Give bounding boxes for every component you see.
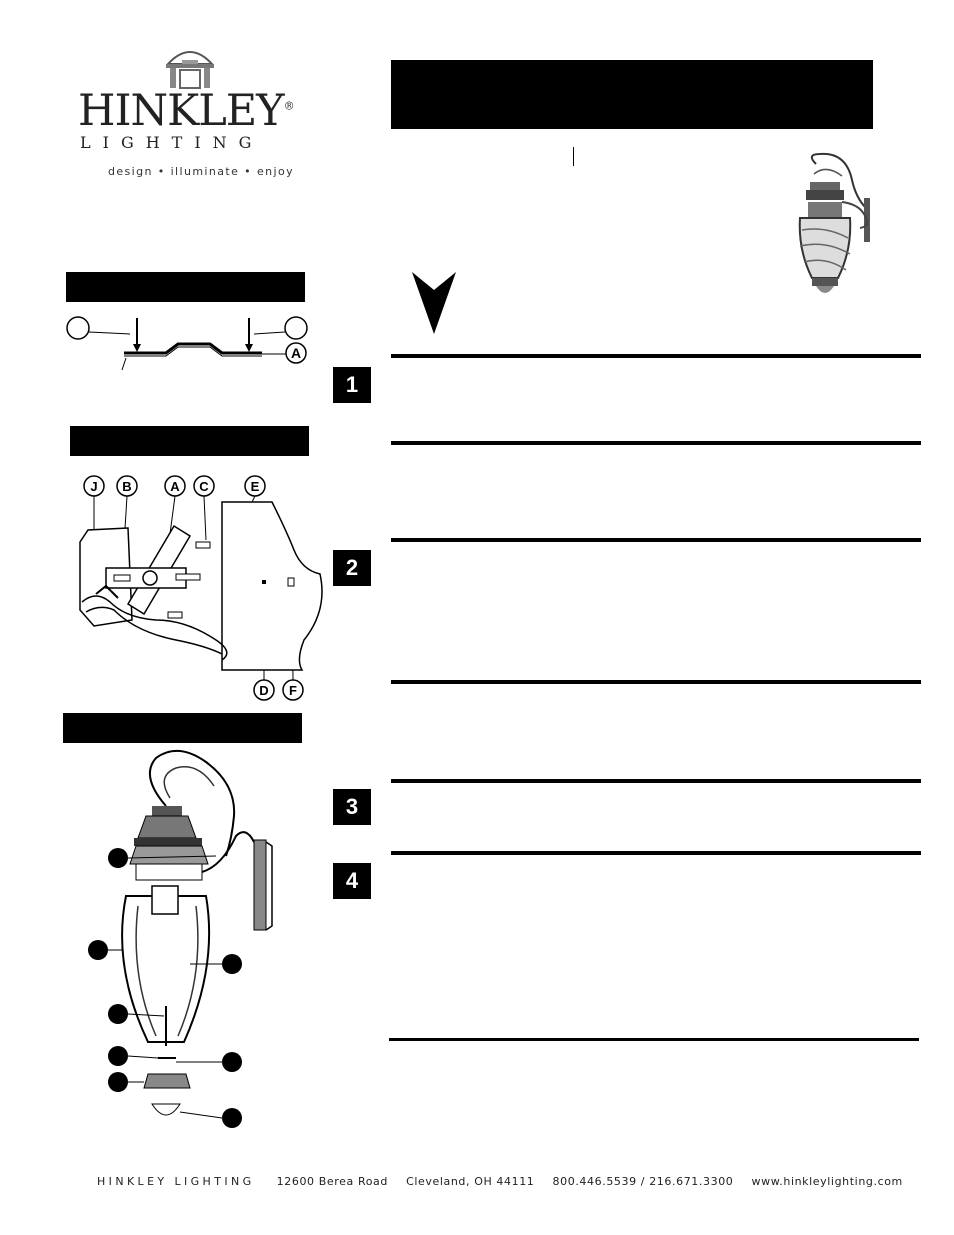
- step-number-4: 4: [333, 863, 371, 899]
- subtitle-divider: [573, 147, 574, 166]
- footer-website-link[interactable]: www.hinkleylighting.com: [751, 1175, 903, 1188]
- rule-step-1: [391, 354, 921, 358]
- down-arrow-icon: [412, 272, 456, 334]
- wiring-label-c: C: [199, 479, 209, 494]
- section-bar-parts: [63, 713, 302, 743]
- footer-city: Cleveland, OH 44111: [406, 1175, 535, 1188]
- step-number-3: 3: [333, 789, 371, 825]
- parts-diagram: [86, 746, 286, 1136]
- wiring-diagram: [66, 470, 340, 702]
- brand-subname: LIGHTING: [80, 133, 264, 152]
- mount-label-a: A: [290, 345, 302, 361]
- rule-a: [391, 441, 921, 445]
- rule-step-3: [391, 779, 921, 783]
- wiring-label-j: J: [90, 479, 98, 494]
- wiring-label-d: D: [259, 683, 269, 698]
- footer-phone: 800.446.5539 / 216.671.3300: [552, 1175, 734, 1188]
- product-thumbnail: [786, 150, 882, 310]
- section-bar-mounting: [66, 272, 305, 302]
- rule-step-4: [391, 851, 921, 855]
- footer-address: 12600 Berea Road: [276, 1175, 388, 1188]
- title-bar: [391, 60, 873, 129]
- footer-company: HINKLEY LIGHTING: [97, 1175, 255, 1188]
- wiring-label-a: A: [170, 479, 180, 494]
- wiring-label-b: B: [122, 479, 132, 494]
- section-bar-wiring: [70, 426, 309, 456]
- hinkley-emblem-icon: [160, 44, 220, 90]
- brand-tagline: design • illuminate • enjoy: [108, 165, 294, 178]
- step-number-2: 2: [333, 550, 371, 586]
- wiring-label-f: F: [289, 683, 297, 698]
- brand-name: HINKLEY®: [78, 86, 294, 136]
- wiring-label-e: E: [250, 479, 260, 494]
- rule-b: [391, 680, 921, 684]
- mounting-diagram: [64, 312, 314, 382]
- rule-end: [389, 1038, 919, 1041]
- step-number-1: 1: [333, 367, 371, 403]
- rule-step-2: [391, 538, 921, 542]
- footer: [97, 1175, 917, 1188]
